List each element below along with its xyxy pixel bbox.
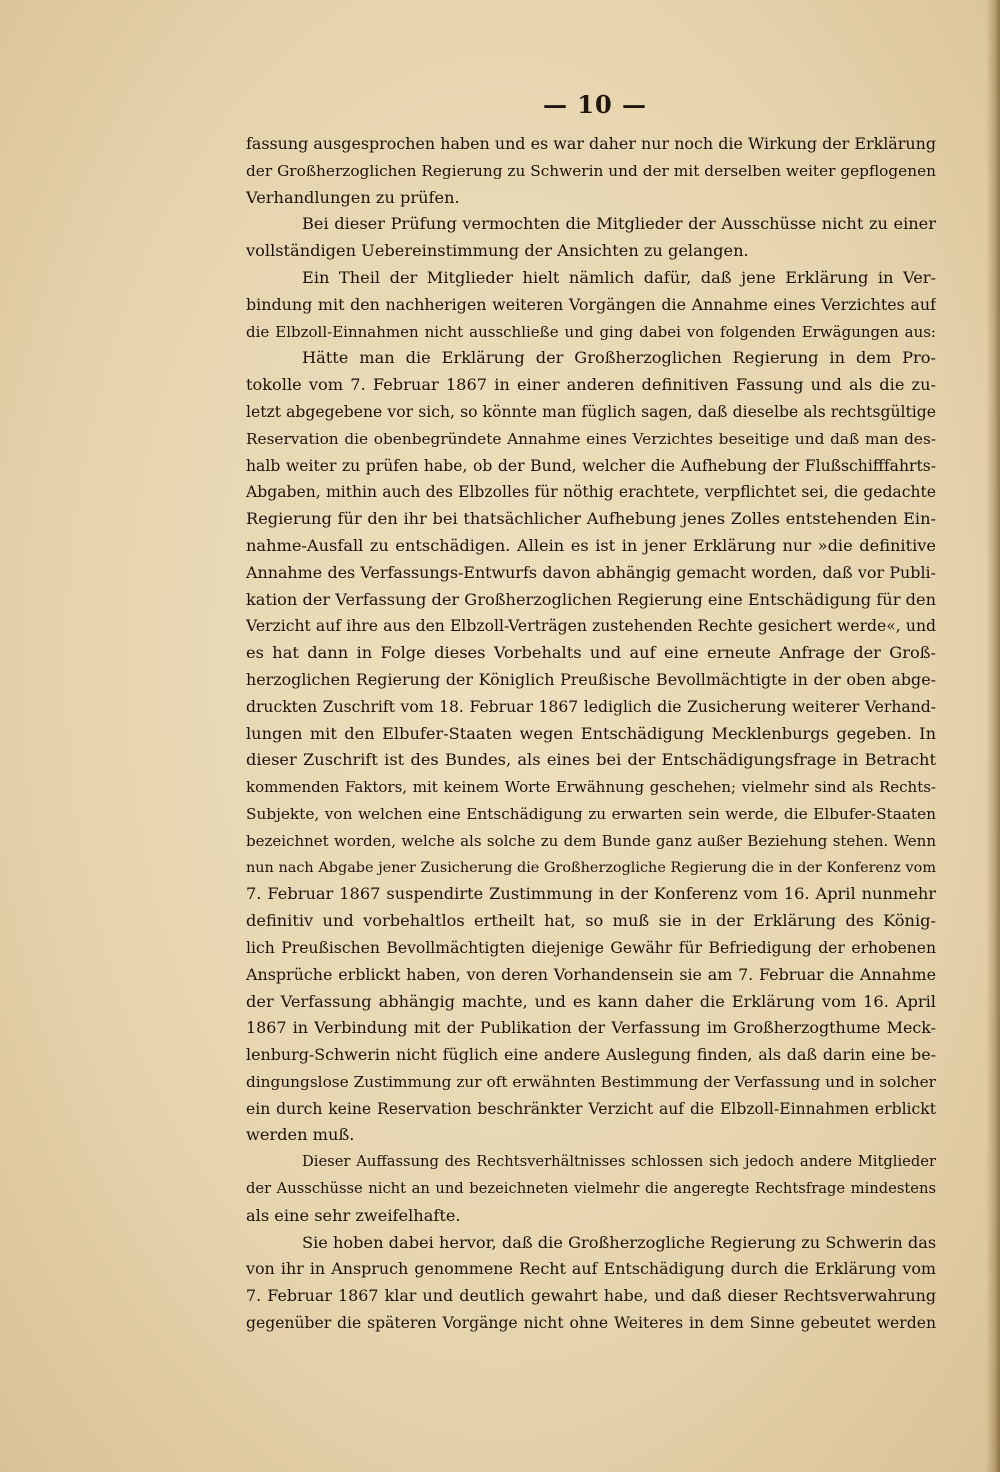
text-line: 7. Februar 1867 klar und deutlich gewahrt habe, und daß dieser Rechtsverwahrung bbox=[246, 1286, 936, 1306]
text-line: Bei dieser Prüfung vermochten die Mitglieder der Ausschüsse nicht zu einer bbox=[302, 214, 936, 234]
text-line: tokolle vom 7. Februar 1867 in einer anderen definitiven Fassung und als die zu- bbox=[246, 375, 936, 395]
text-line: Regierung für den ihr bei thatsächlicher Aufhebung jenes Zolles entstehenden Ein- bbox=[246, 509, 936, 529]
text-line: dingungslose Zustimmung zur oft erwähnten Bestimmung der Verfassung und in solcher bbox=[246, 1072, 936, 1091]
text-line: werden muß. bbox=[246, 1125, 355, 1145]
text-line: fassung ausgesprochen haben und es war daher nur noch die Wirkung der Erklärung bbox=[246, 134, 936, 153]
text-line: Verhandlungen zu prüfen. bbox=[246, 187, 460, 207]
text-line: der Ausschüsse nicht an und bezeichneten vielmehr die angeregte Rechtsfrage mindestens bbox=[246, 1180, 936, 1198]
text-line: halb weiter zu prüfen habe, ob der Bund, welcher die Aufhebung der Flußschifffahrts- bbox=[246, 456, 936, 475]
text-line: 1867 in Verbindung mit der Publikation der Verfassung im Großherzogthume Meck- bbox=[246, 1018, 936, 1038]
text-line: definitiv und vorbehaltlos ertheilt hat, so muß sie in der Erklärung des König- bbox=[246, 911, 936, 931]
text-line: nun nach Abgabe jener Zusicherung die Großherzogliche Regierung die in der Konferenz vom bbox=[246, 859, 936, 876]
text-line: dieser Zuschrift ist des Bundes, als eines bei der Entschädigungsfrage in Betracht bbox=[246, 750, 936, 770]
text-line: Ansprüche erblickt haben, von deren Vorhandensein sie am 7. Februar die Annahme bbox=[246, 964, 936, 984]
text-line: Hätte man die Erklärung der Großherzoglichen Regierung in dem Pro- bbox=[302, 348, 936, 368]
text-line: letzt abgegebene vor sich, so könnte man füglich sagen, daß dieselbe als rechtsgültige bbox=[246, 402, 936, 421]
page-binding-shadow bbox=[986, 0, 1000, 1472]
text-line: kommenden Faktors, mit keinem Worte Erwähnung geschehen; vielmehr sind als Rechts- bbox=[246, 778, 936, 797]
text-line: bezeichnet worden, welche als solche zu dem Bunde ganz außer Beziehung stehen. Wenn bbox=[246, 831, 936, 850]
body-text bbox=[246, 131, 936, 1337]
text-line: Verzicht auf ihre aus den Elbzoll-Verträgen zustehenden Rechte gesichert werde«, und bbox=[246, 617, 936, 636]
text-line: druckten Zuschrift vom 18. Februar 1867 lediglich die Zusicherung weiterer Verhand- bbox=[246, 697, 936, 716]
text-line: bindung mit den nachherigen weiteren Vorgängen die Annahme eines Verzichtes auf bbox=[246, 294, 936, 314]
text-line: es hat dann in Folge dieses Vorbehalts und auf eine erneute Anfrage der Groß- bbox=[246, 643, 936, 663]
text-line: als eine sehr zweifelhafte. bbox=[246, 1205, 461, 1225]
text-line: von ihr in Anspruch genommene Recht auf Entschädigung durch die Erklärung vom bbox=[246, 1259, 936, 1279]
text-line: lich Preußischen Bevollmächtigten diejenige Gewähr für Befriedigung der erhobenen bbox=[246, 938, 936, 957]
text-line: vollständigen Uebereinstimmung der Ansichten zu gelangen. bbox=[246, 241, 749, 261]
text-line: lungen mit den Elbufer-Staaten wegen Entschädigung Mecklenburgs gegeben. In bbox=[246, 723, 936, 743]
text-line: 7. Februar 1867 suspendirte Zustimmung in der Konferenz vom 16. April nunmehr bbox=[246, 884, 936, 904]
text-line: Dieser Auffassung des Rechtsverhältnisses schlossen sich jedoch andere Mitglieder bbox=[302, 1153, 936, 1171]
text-line: herzoglichen Regierung der Königlich Preußische Bevollmächtigte in der oben abge- bbox=[246, 669, 936, 689]
text-line: Sie hoben dabei hervor, daß die Großherzogliche Regierung zu Schwerin das bbox=[302, 1232, 936, 1252]
text-line: Ein Theil der Mitglieder hielt nämlich dafür, daß jene Erklärung in Ver- bbox=[302, 267, 936, 287]
text-line: Reservation die obenbegründete Annahme eines Verzichtes beseitige und daß man des- bbox=[246, 429, 936, 448]
text-line: Subjekte, von welchen eine Entschädigung zu erwarten sein werde, die Elbufer-Staaten bbox=[246, 804, 936, 823]
text-line: der Großherzoglichen Regierung zu Schwerin und der mit derselben weiter gepflogenen bbox=[246, 161, 936, 180]
text-line: lenburg-Schwerin nicht füglich eine andere Auslegung finden, als daß darin eine be- bbox=[246, 1045, 936, 1065]
text-line: nahme-Ausfall zu entschädigen. Allein es ist in jener Erklärung nur »die definitive bbox=[246, 535, 936, 555]
page-number: — 10 — bbox=[542, 90, 648, 119]
text-line: die Elbzoll-Einnahmen nicht ausschließe und ging dabei von folgenden Erwägungen aus: bbox=[246, 322, 936, 341]
text-line: Abgaben, mithin auch des Elbzolles für nöthig erachtete, verpflichtet sei, die gedachte bbox=[246, 483, 936, 502]
text-line: ein durch keine Reservation beschränkter Verzicht auf die Elbzoll-Einnahmen erblickt bbox=[246, 1099, 936, 1118]
text-line: Annahme des Verfassungs-Entwurfs davon abhängig gemacht worden, daß vor Publi- bbox=[246, 562, 936, 582]
text-line: der Verfassung abhängig machte, und es kann daher die Erklärung vom 16. April bbox=[246, 991, 936, 1011]
text-line: kation der Verfassung der Großherzoglichen Regierung eine Entschädigung für den bbox=[246, 589, 936, 609]
text-line: gegenüber die späteren Vorgänge nicht ohne Weiteres in dem Sinne gebeutet werden bbox=[246, 1314, 936, 1333]
